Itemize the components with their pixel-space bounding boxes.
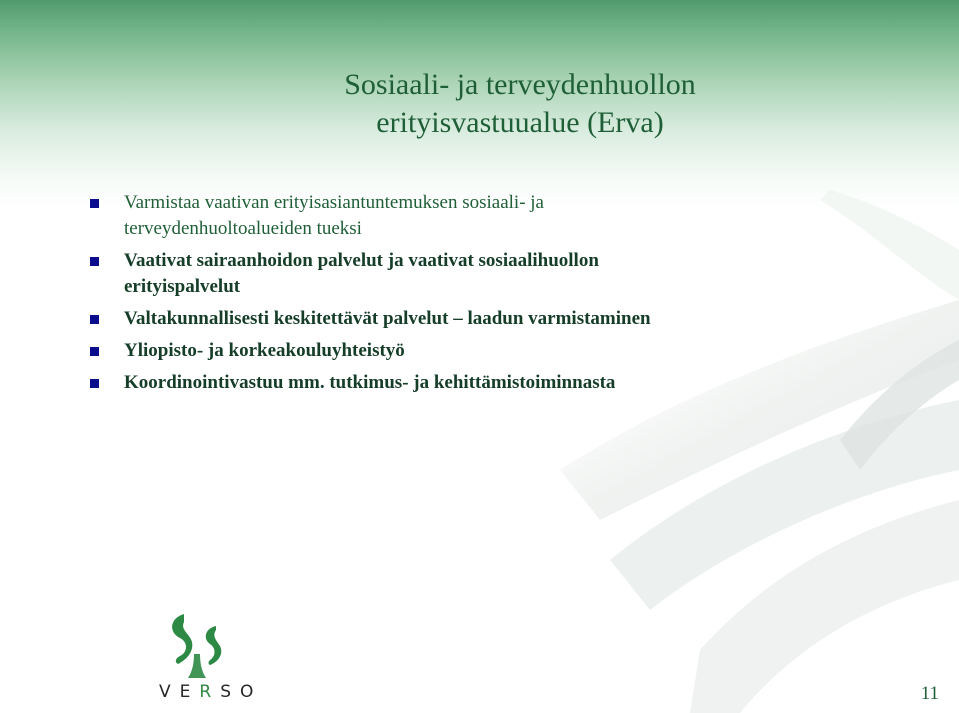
square-bullet-icon [90, 257, 99, 266]
title-line-1: Sosiaali- ja terveydenhuollon [344, 68, 696, 101]
slide-title [240, 66, 800, 142]
logo-text-accent: R [199, 682, 221, 702]
logo-text-end: SO [220, 682, 263, 702]
bullet-5-line-1: Koordinointivastuu mm. tutkimus- ja kehittämistoiminnasta [124, 372, 616, 393]
bullet-2-line-1: Vaativat sairaanhoidon palvelut ja vaativat sosiaalihuollon [124, 250, 599, 271]
square-bullet-icon [90, 347, 99, 356]
logo-text-start: VE [159, 682, 200, 702]
logo-wordmark [159, 682, 262, 702]
square-bullet-icon [90, 315, 99, 324]
bullet-4-line-1: Yliopisto- ja korkeakouluyhteistyö [124, 340, 405, 361]
bullet-1-line-1: Varmistaa vaativan erityisasiantuntemuksen sosiaali- ja [124, 192, 544, 213]
title-line-2: erityisvastuualue (Erva) [376, 106, 664, 139]
slide-number: 11 [920, 683, 939, 704]
bullet-item-5 [84, 370, 864, 396]
bullet-item-2 [84, 248, 864, 300]
bullet-item-1 [84, 190, 864, 242]
bullet-1-line-2: terveydenhuoltoalueiden tueksi [124, 218, 362, 239]
bullet-list [84, 190, 864, 402]
square-bullet-icon [90, 199, 99, 208]
bullet-item-3 [84, 306, 864, 332]
square-bullet-icon [90, 379, 99, 388]
bullet-3-line-1: Valtakunnallisesti keskitettävät palvelut – laadun varmistaminen [124, 308, 651, 329]
bullet-item-4 [84, 338, 864, 364]
bullet-2-line-2: erityispalvelut [124, 276, 241, 297]
